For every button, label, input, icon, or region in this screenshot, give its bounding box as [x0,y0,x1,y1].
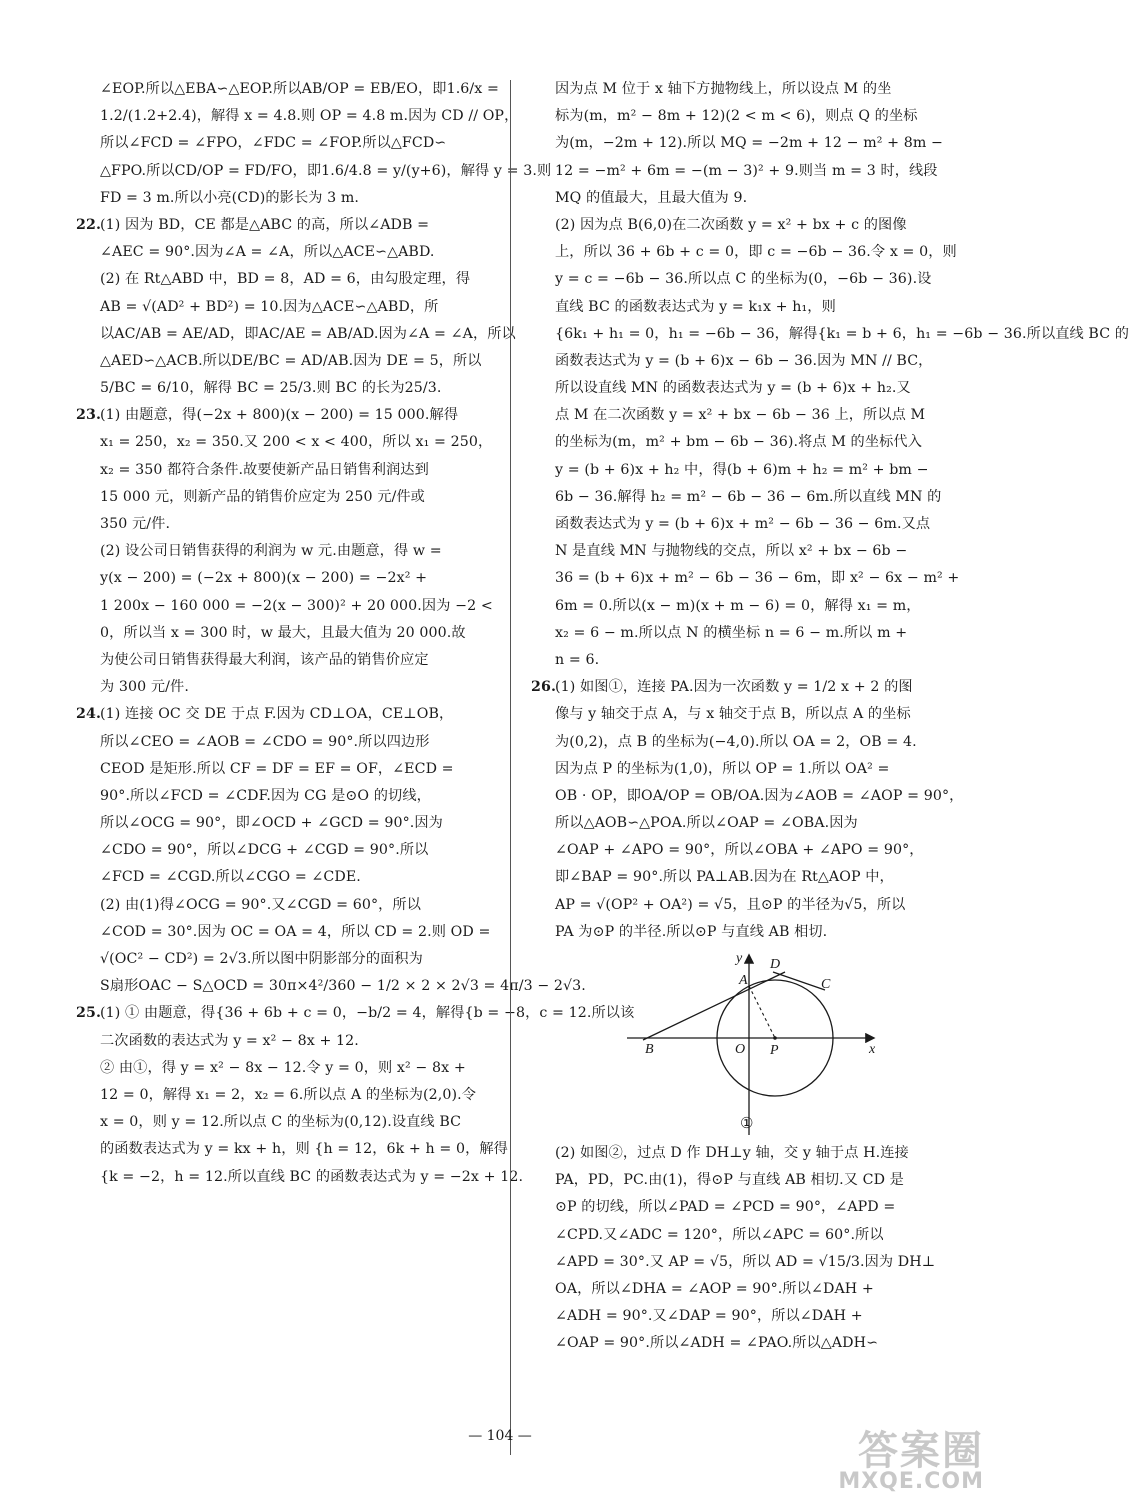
line-text: 像与 y 轴交于点 A，与 x 轴交于点 B，所以点 A 的坐标 [555,706,911,723]
text-line [531,674,953,701]
text-line [100,565,500,592]
text-line [100,1028,500,1055]
text-line [555,1303,953,1330]
text-line [100,864,500,891]
text-line [100,1109,500,1136]
text-line [555,647,953,674]
line-text: AP = √(OP² + OA²) = √5，且⊙P 的半径为√5，所以 [555,896,906,913]
text-line [555,729,953,756]
line-text: AB = √(AD² + BD²) = 10.因为△ACE∽△ABD，所 [100,298,439,315]
label-b: B [645,1042,654,1057]
line-text: 所以∠CEO = ∠AOB = ∠CDO = 90°.所以四边形 [100,733,430,750]
question-number: 22. [76,216,101,233]
label-c: C [821,977,831,992]
line-text: N 是直线 MN 与抛物线的交点，所以 x² + bx − 6b − [555,543,908,560]
text-line [100,1164,524,1191]
text-line [555,892,953,919]
line-text: 标为(m，m² − 8m + 12)(2 < m < 6)，则点 Q 的坐标 [555,108,918,125]
right-column-bottom [555,1140,953,1358]
text-line [555,321,1129,348]
text-line [100,946,500,973]
label-y: y [736,951,743,966]
line-text: 因为点 M 位于 x 轴下方抛物线上，所以设点 M 的坐 [555,81,892,97]
line-text: CEOD 是矩形.所以 CF = DF = EF = OF，∠ECD = [100,760,454,777]
line-text: 所以∠OCG = 90°，即∠OCD + ∠GCD = 90°.因为 [100,815,443,832]
text-line [555,1276,953,1303]
text-line [555,1249,953,1276]
line-text: 0，所以当 x = 300 时，w 最大，且最大值为 20 000.故 [100,624,466,641]
text-line [555,538,953,565]
line-text: (2) 在 Rt△ABD 中，BD = 8，AD = 6，由勾股定理，得 [100,271,471,288]
text-line [555,1167,953,1194]
right-column-top [531,76,1129,946]
text-line [555,837,953,864]
text-line [100,973,586,1000]
line-text: 90°.所以∠FCD = ∠CDF.因为 CG 是⊙O 的切线， [100,787,431,804]
text-line [555,810,953,837]
line-text: 6m = 0.所以(x − m)(x + m − 6) = 0，解得 x₁ = m， [555,597,921,614]
text-line [555,1330,953,1357]
line-text: PA 为⊙P 的半径.所以⊙P 与直线 AB 相切. [555,923,828,940]
line-text: 15 000 元，则新产品的销售价应定为 250 元/件或 [100,488,425,505]
line-text: PA，PD，PC.由(1)，得⊙P 与直线 AB 相切.又 CD 是 [555,1172,904,1189]
line-cd [773,972,825,990]
question-number: 23. [76,407,101,424]
line-text: ∠AEC = 90°.因为∠A = ∠A，所以△ACE∽△ABD. [100,244,435,261]
text-line [555,756,953,783]
line-text: 函数表达式为 y = (b + 6)x − 6b − 36.因为 MN // BC， [555,352,933,369]
line-text: 点 M 在二次函数 y = x² + bx − 6b − 36 上，所以点 M [555,407,926,424]
text-line [76,701,500,728]
line-text: n = 6. [555,651,600,668]
page-number: — 104 — [468,1428,532,1444]
line-text: 所以设直线 MN 的函数表达式为 y = (b + 6)x + h₂.又 [555,380,911,397]
text-line [555,239,957,266]
text-line [76,402,500,429]
text-line [100,538,500,565]
line-text: {k = −2，h = 12.所以直线 BC 的函数表达式为 y = −2x + 12. [100,1168,524,1185]
text-line [100,783,500,810]
line-text: 12 = −m² + 6m = −(m − 3)² + 9.则当 m = 3 时，线段 [555,162,938,179]
text-line [100,294,500,321]
column-divider [510,80,511,1455]
text-line [555,484,953,511]
line-text: (2) 如图②，过点 D 作 DH⊥y 轴，交 y 轴于点 H.连接 [555,1145,909,1161]
text-line [555,375,953,402]
text-line [555,1222,953,1249]
text-line [100,647,500,674]
line-text: ∠COD = 30°.因为 OC = OA = 4，所以 CD = 2.则 OD = [100,923,491,940]
line-text: 所以∠FCD = ∠FPO，∠FDC = ∠FOP.所以△FCD∽ [100,135,447,152]
line-text: 为 300 元/件. [100,679,189,696]
text-line [100,457,500,484]
label-o: O [735,1042,746,1057]
line-text: 因为点 P 的坐标为(1,0)，所以 OP = 1.所以 OA² = [555,760,890,777]
watermark [838,1428,984,1494]
text-line [100,674,500,701]
question-number: 25. [76,1005,101,1022]
line-text: (1) 连接 OC 交 DE 于点 F.因为 CD⊥OA，CE⊥OB， [100,706,454,723]
point-p [773,1036,777,1040]
line-text: MQ 的值最大，且最大值为 9. [555,189,748,206]
text-line [100,810,500,837]
text-line [555,783,964,810]
line-text: ⊙P 的切线，所以∠PAD = ∠PCD = 90°，∠APD = [555,1199,896,1216]
line-text: √(OC² − CD²) = 2√3.所以图中阴影部分的面积为 [100,951,423,967]
line-text: ∠CDO = 90°，所以∠DCG + ∠CGD = 90°.所以 [100,842,429,859]
question-number: 26. [531,679,556,696]
text-line [555,701,953,728]
line-text: ∠FCD = ∠CGD.所以∠CGO = ∠CDE. [100,869,361,886]
text-line [100,348,500,375]
line-text: 的函数表达式为 y = kx + h，则 {h = 12，6k + h = 0，解得 [100,1141,508,1158]
watermark-url: MXQE.COM [838,1469,984,1494]
line-text: 36 = (b + 6)x + m² − 6b − 36 − 6m，即 x² − 6x − m² + [555,570,960,587]
text-line [100,1136,508,1163]
text-line [100,1082,500,1109]
text-line [100,375,500,402]
text-line [555,429,953,456]
text-line [555,130,953,157]
label-p: P [770,1043,779,1058]
text-line [100,76,500,103]
text-line [100,892,500,919]
line-text: y(x − 200) = (−2x + 800)(x − 200) = −2x² + [100,570,428,587]
line-text: 5/BC = 6/10，解得 BC = 25/3.则 BC 的长为25/3. [100,380,442,397]
line-text: 的坐标为(m，m² + bm − 6b − 36).将点 M 的坐标代入 [555,434,922,451]
line-text: 二次函数的表达式为 y = x² − 8x + 12. [100,1032,359,1049]
text-line [100,103,519,130]
text-line [100,837,500,864]
line-text: OB · OP，即OA/OP = OB/OA.因为∠AOB = ∠AOP = 90°， [555,787,964,804]
line-text: x₂ = 350 都符合条件.故要使新产品日销售利润达到 [100,461,429,478]
text-line [76,212,500,239]
text-line [100,158,552,185]
line-text: ∠CPD.又∠ADC = 120°，所以∠APC = 60°.所以 [555,1226,884,1243]
text-line [100,266,500,293]
line-text: 直线 BC 的函数表达式为 y = k₁x + h₁，则 [555,298,836,315]
line-text: 1.2/(1.2+2.4)，解得 x = 4.8.则 OP = 4.8 m.因为 CD // OP， [100,108,519,125]
text-line [555,158,953,185]
label-x: x [869,1042,876,1057]
line-text: 6b − 36.解得 h₂ = m² − 6b − 36 − 6m.所以直线 MN 的 [555,488,942,505]
line-text: (2) 设公司日销售获得的利润为 w 元.由题意，得 w = [100,543,442,560]
line-text: ② 由①，得 y = x² − 8x − 12.令 y = 0，则 x² − 8x + [100,1059,466,1076]
text-line [100,130,500,157]
text-line [555,76,953,103]
text-line [100,239,500,266]
line-ab [643,972,785,1040]
text-line [555,185,953,212]
text-line [555,294,953,321]
right-column [531,76,1129,1358]
line-text: 为(m，−2m + 12).所以 MQ = −2m + 12 − m² + 8m − [555,135,944,152]
text-line [100,484,500,511]
text-line [555,864,953,891]
text-line [555,402,953,429]
line-text: x₂ = 6 − m.所以点 N 的横坐标 n = 6 − m.所以 m + [555,624,908,641]
text-line [555,593,953,620]
question-number: 24. [76,706,101,723]
line-text: △AED∽△ACB.所以DE/BC = AD/AB.因为 DE = 5，所以 [100,352,482,369]
text-line [555,511,953,538]
text-line [555,212,953,239]
label-a: A [739,973,748,988]
label-d: D [770,957,781,972]
line-text: (2) 由(1)得∠OCG = 90°.又∠CGD = 60°，所以 [100,896,422,913]
line-text: OA，所以∠DHA = ∠AOP = 90°.所以∠DAH + [555,1280,874,1297]
watermark-logo-text: 答案圈 [858,1428,984,1474]
text-line [76,1000,635,1027]
text-line [100,321,516,348]
line-text: x = 0，则 y = 12.所以点 C 的坐标为(0,12).设直线 BC [100,1114,462,1131]
line-text: x₁ = 250，x₂ = 350.又 200 < x < 400，所以 x₁ = 250， [100,434,493,451]
line-text: {6k₁ + h₁ = 0，h₁ = −6b − 36，解得{k₁ = b + 6，h₁ = −6b − 36.所以直线 BC 的 [555,325,1129,342]
line-text: ∠EOP.所以△EBA∽△EOP.所以AB/OP = EB/EO，即1.6/x = [100,81,500,97]
text-line [100,429,500,456]
text-line [555,103,953,130]
text-line [100,593,500,620]
line-text: 上，所以 36 + 6b + c = 0，即 c = −6b − 36.令 x = 0，则 [555,244,957,261]
line-text: 350 元/件. [100,516,171,532]
line-text: 1 200x − 160 000 = −2(x − 300)² + 20 000.因为 −2 < [100,597,493,614]
text-line [555,565,960,592]
line-text: 即∠BAP = 90°.所以 PA⊥AB.因为在 Rt△AOP 中， [555,869,894,886]
text-line [100,185,500,212]
line-text: 为(0,2)，点 B 的坐标为(−4,0).所以 OA = 2，OB = 4. [555,733,917,750]
text-line [100,729,500,756]
figure-1 [555,950,953,1140]
line-text: 为使公司日销售获得最大利润，该产品的销售价应定 [100,651,429,668]
text-line [555,1194,953,1221]
line-text: ∠ADH = 90°.又∠DAP = 90°，所以∠DAH + [555,1308,863,1325]
line-text: (2) 因为点 B(6,0)在二次函数 y = x² + bx + c 的图像 [555,216,907,233]
line-text: ∠OAP + ∠APO = 90°，所以∠OBA + ∠APO = 90°， [555,842,924,859]
line-text: 以AC/AB = AE/AD，即AC/AE = AB/AD.因为∠A = ∠A，所以 [100,325,516,342]
text-line [555,266,953,293]
text-line [100,620,500,647]
line-text: △FPO.所以CD/OP = FD/FO，即1.6/4.8 = y/(y+6)，解得 y = 3.则 [100,162,552,179]
line-text: S扇形OAC − S△OCD = 30π×4²/360 − 1/2 × 2 × 2√3 = 4π/3 − 2√3. [100,978,586,995]
line-text: ∠OAP = 90°.所以∠ADH = ∠PAO.所以△ADH∽ [555,1335,879,1352]
text-line [100,1055,500,1082]
line-text: FD = 3 m.所以小亮(CD)的影长为 3 m. [100,189,360,206]
line-text: ∠APD = 30°.又 AP = √5，所以 AD = √15/3.因为 DH⊥ [555,1253,936,1270]
text-line [555,457,953,484]
text-line [100,511,500,538]
line-text: (1) 因为 BD，CE 都是△ABC 的高，所以∠ADB = [100,216,430,233]
text-line [100,756,500,783]
text-line [555,1140,953,1167]
text-line [100,919,500,946]
line-text: 函数表达式为 y = (b + 6)x + m² − 6b − 36 − 6m.又点 [555,516,931,532]
line-text: y = c = −6b − 36.所以点 C 的坐标为(0，−6b − 36).设 [555,271,932,288]
figure-caption: ① [740,1114,754,1132]
line-text: y = (b + 6)x + h₂ 中，得(b + 6)m + h₂ = m² + bm − [555,461,929,478]
line-text: (1) 如图①，连接 PA.因为一次函数 y = 1/2 x + 2 的图 [555,679,913,696]
line-text: 12 = 0，解得 x₁ = 2，x₂ = 6.所以点 A 的坐标为(2,0).令 [100,1086,477,1103]
text-line [555,620,953,647]
segment-ap [749,986,775,1038]
line-text: 所以△AOB∽△POA.所以∠OAP = ∠OBA.因为 [555,815,858,832]
line-text: (1) ① 由题意，得{36 + 6b + c = 0，−b/2 = 4，解得{b = −8，c = 12.所以该 [100,1005,635,1022]
text-line [555,348,953,375]
text-line [555,919,953,946]
line-text: (1) 由题意，得(−2x + 800)(x − 200) = 15 000.解得 [100,407,459,424]
